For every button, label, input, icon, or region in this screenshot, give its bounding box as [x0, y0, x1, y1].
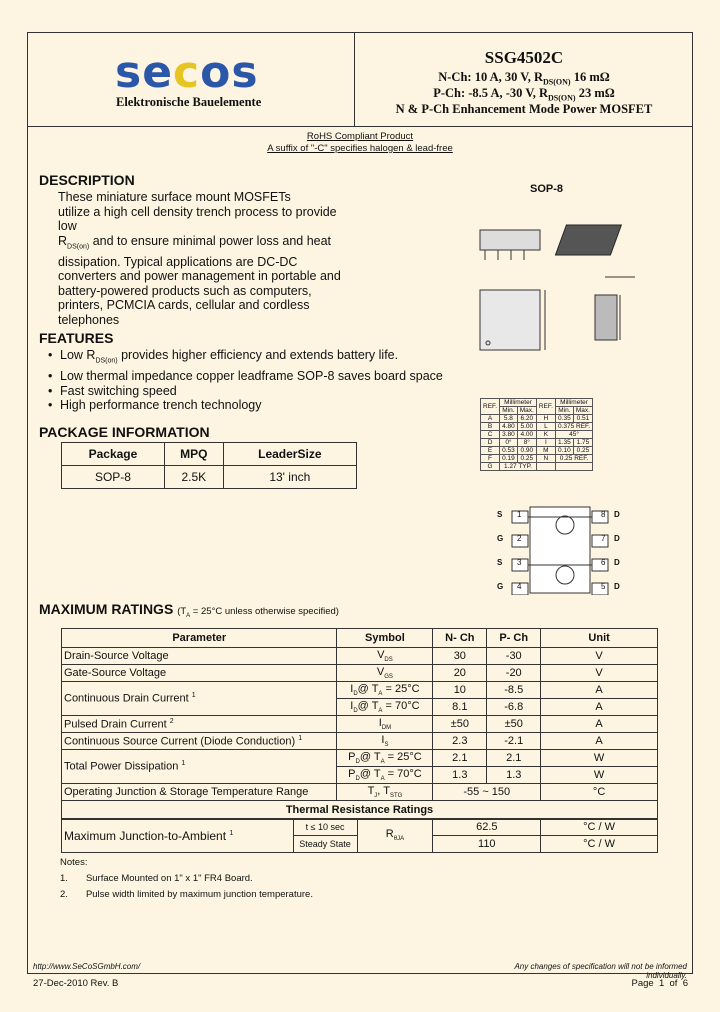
logo-subtitle: Elektronische Bauelemente: [116, 95, 262, 109]
table-row: G 1.27 TYP.: [481, 463, 593, 471]
device-description: N & P-Ch Enhancement Mode Power MOSFET: [395, 102, 653, 116]
dimension-table: REF. Millimeter REF. Millimeter Min. Max. Min. Max. A 5.8 6.20 H 0.35 0.51 B 4.80 5.00 L 0.375 REF. C 3.80 4.00 K 45° D 0° 8° I 1.35 1.75 E 0.53 0.90 M 0.10 0.25 F 0.19 0.25 N 0.25 REF. G 1.27 TYP.: [480, 398, 593, 471]
notes: Notes: 1. Surface Mounted on 1" x 1" FR4 Board. 2. Pulse width limited by maximum junction temperature.: [60, 857, 313, 900]
feature-item: • Fast switching speed: [46, 384, 443, 399]
pin-number: 3: [517, 558, 522, 567]
pin-number: 4: [517, 582, 522, 591]
feature-item: • High performance trench technology: [46, 398, 443, 413]
pin-number: 2: [517, 534, 522, 543]
pin-number: 7: [601, 534, 606, 543]
pin-label: D: [614, 510, 620, 519]
table-row: D 0° 8° I 1.35 1.75: [481, 439, 593, 447]
table-row: $I_D@$ $T_A = 70^\circ C$ 8.1 -6.8 A: [62, 699, 658, 716]
pin-label: D: [614, 558, 620, 567]
table-row: Thermal Resistance Ratings: [62, 801, 658, 820]
pin-label: D: [614, 534, 620, 543]
pch-spec: P-Ch: -8.5 A, -30 V, $R_{DS(ON)}$ 23 mΩ: [433, 86, 615, 103]
table-row: SOP-8 2.5K 13' inch: [62, 466, 357, 489]
footer-date-rev: 27-Dec-2010 Rev. B: [33, 978, 119, 989]
description-heading: DESCRIPTION: [39, 172, 135, 188]
package-table: Package MPQ LeaderSize SOP-8 2.5K 13' inch: [61, 442, 357, 489]
table-row: $P_D@$ $T_A = 70^\circ C$ 1.3 1.3 W: [62, 767, 658, 784]
pin-number: 1: [517, 510, 522, 519]
table-row: Continuous Source Current (Diode Conduction) $^1$ $I_S$ 2.3 -2.1 A: [62, 733, 658, 750]
sop8-label: SOP-8: [530, 183, 564, 195]
table-row: A 5.8 6.20 H 0.35 0.51: [481, 415, 593, 423]
max-ratings-table: Parameter Symbol N- Ch P- Ch Unit Drain-Source Voltage $V_{DS}$ 30 -30 V Gate-Source Voltage $V_{GS}$ 20 -20 V Continuous Drain Current $^1$ $I_D@$ $T_A = 25^\circ C$ 10 -8.5 A $I_D@$ $T_A = 70^\circ C$ 8.1 -6.8 A Pulsed Drain Current $^2$ $I_{DM}$ ±50 ±50 A Continuous Source Current (Diode Conduction) $^1$ $I_S$ 2.3 -2.1 A Total Power Dissipation $^1$ $P_D@$ $T_A = 25^\circ C$ 2.1 2.1 W $P_D@$ $T_A = 70^\circ C$ 1.3 1.3 W Operating Junction & Storage Temperature Range $T_J$, $T_{STG}$ -55 ~ 150 °C Thermal Resistance Ratings: [61, 628, 658, 820]
halogen-note: A suffix of "-C" specifies halogen & lead-free: [267, 143, 453, 154]
table-row: Total Power Dissipation $^1$ $P_D@$ $T_A = 25^\circ C$ 2.1 2.1 W: [62, 750, 658, 767]
pin-number: 6: [601, 558, 606, 567]
table-row: Pulsed Drain Current $^2$ $I_{DM}$ ±50 ±50 A: [62, 716, 658, 733]
pin-number: 5: [601, 582, 606, 591]
nch-spec: N-Ch: 10 A, 30 V, $R_{DS(ON)}$ 16 mΩ: [438, 70, 610, 87]
footer-url[interactable]: http://www.SeCoSGmbH.com/: [33, 962, 141, 971]
feature-item: • Low thermal impedance copper leadframe SOP-8 saves board space: [46, 369, 443, 384]
table-row: Gate-Source Voltage $V_{GS}$ 20 -20 V: [62, 665, 658, 682]
pin-label: S: [497, 558, 503, 567]
table-row: C 3.80 4.00 K 45°: [481, 431, 593, 439]
description-text: These miniature surface mount MOSFETs utilize a high cell density trench process to provide low $R_{DS(on)}$ and to ensure minimal power loss and heat dissipation. Typical applications are DC-DC converters and power management in portable and battery-powered products such as computers, printers, PCMCIA cards, cellular and cordless telephones: [58, 190, 341, 327]
pin-label: S: [497, 510, 503, 519]
footer-page: Page 1 of 6: [631, 978, 688, 989]
table-row: Maximum Junction-to-Ambient $^1$ t ≤ 10 sec $R_{\theta JA}$ 62.5 °C / W: [62, 819, 658, 836]
pin-label: G: [497, 534, 504, 543]
secos-logo: secos: [115, 47, 259, 98]
table-row: E 0.53 0.90 M 0.10 0.25: [481, 447, 593, 455]
max-ratings-heading: MAXIMUM RATINGS ($T_A = 25^\circ C$ unless otherwise specified): [39, 601, 339, 619]
footer-disclaimer: Any changes of specification will not be informed individually.: [514, 962, 687, 980]
table-row: Operating Junction & Storage Temperature Range $T_J$, $T_{STG}$ -55 ~ 150 °C: [62, 784, 658, 801]
package-info-heading: PACKAGE INFORMATION: [39, 424, 210, 440]
features-heading: FEATURES: [39, 330, 114, 346]
header-divider: [27, 126, 693, 127]
thermal-table: [61, 818, 658, 853]
pin-label: D: [614, 582, 620, 591]
part-number: SSG4502C: [484, 48, 564, 67]
table-row: B 4.80 5.00 L 0.375 REF.: [481, 423, 593, 431]
features-list: [46, 348, 443, 413]
sop8-outline-drawing: [470, 215, 670, 375]
pin-label: G: [497, 582, 504, 591]
table-row: F 0.19 0.25 N 0.25 REF.: [481, 455, 593, 463]
table-row: Steady State 110 °C / W: [62, 836, 658, 853]
rohs-note: RoHS Compliant Product: [306, 131, 414, 142]
feature-item: • Low $R_{DS(on)}$ provides higher efficiency and extends battery life.: [46, 348, 443, 369]
pin-number: 8: [601, 510, 606, 519]
table-row: Drain-Source Voltage $V_{DS}$ 30 -30 V: [62, 648, 658, 665]
table-row: Continuous Drain Current $^1$ $I_D@$ $T_A = 25^\circ C$ 10 -8.5 A: [62, 682, 658, 699]
pinout-diagram: [510, 505, 610, 595]
